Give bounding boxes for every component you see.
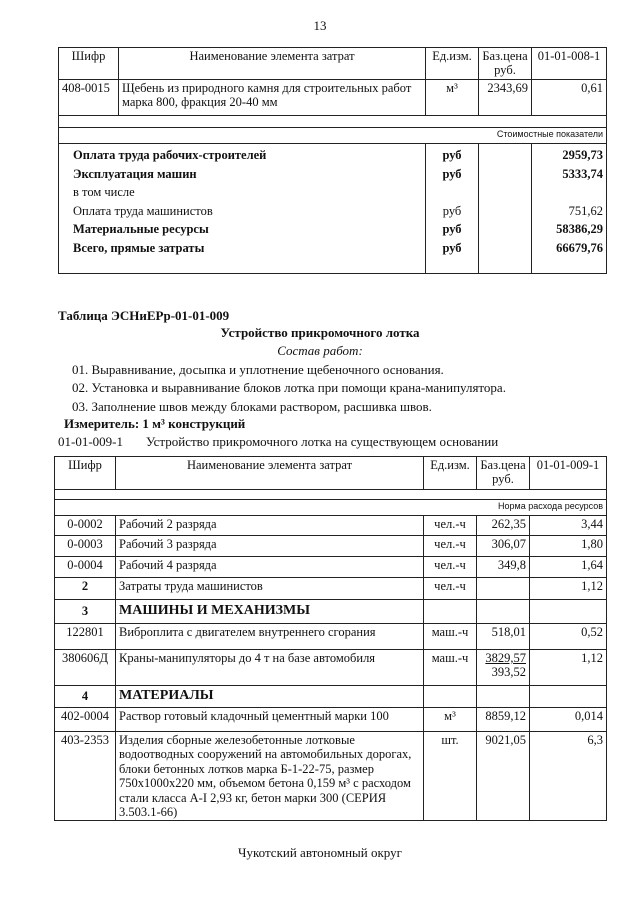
row-name: Виброплита с двигателем внутреннего сгорания xyxy=(116,624,424,650)
row-unit: чел.-ч xyxy=(424,516,477,536)
page-number: 13 xyxy=(313,18,327,33)
summary-label: в том числе xyxy=(73,185,135,199)
row-name: Изделия сборные железобетонные лотковые водоотводных сооружений на автомобильных дорогах, блоки бетонных лотков марка Б-1-22-75, размер 750х1000х220 мм, объемом бетона 0,159 м³ с расходом стали класса А-I 2,93 кг, бетон марки 300 (СЕРИЯ 3.503.1-66) xyxy=(116,732,424,821)
header-code: Шифр xyxy=(59,48,119,80)
group-code: 4 xyxy=(55,686,116,708)
row-code: 0-0002 xyxy=(55,516,116,536)
row-name: Щебень из природного камня для строительных работ марка 800, фракция 20-40 мм xyxy=(119,80,426,116)
section-title: Устройство прикромочного лотка xyxy=(220,325,420,340)
row-unit: шт. xyxy=(424,732,477,821)
work-item: 02. Установка и выравнивание блоков лотка при помощи крана-манипулятора. xyxy=(72,380,506,395)
section-label: Норма расхода ресурсов xyxy=(55,500,607,516)
summary-value xyxy=(532,183,603,202)
row-price: 518,01 xyxy=(477,624,530,650)
row-price: 306,07 xyxy=(477,536,530,557)
header-unit: Ед.изм. xyxy=(426,48,479,80)
row-code: 403-2353 xyxy=(55,732,116,821)
row-price-alt: 393,52 xyxy=(491,665,526,680)
header-rate: 01-01-009-1 xyxy=(530,457,607,490)
row-price: 9021,05 xyxy=(477,732,530,821)
row-value: 0,52 xyxy=(530,624,607,650)
row-unit: чел.-ч xyxy=(424,536,477,557)
row-value: 0,014 xyxy=(530,708,607,732)
table-row xyxy=(55,578,607,600)
row-unit: маш.-ч xyxy=(424,624,477,650)
row-code: 2 xyxy=(55,578,116,600)
section-label: Стоимостные показатели xyxy=(59,128,607,144)
summary-unit: руб xyxy=(442,148,462,162)
row-value: 3,44 xyxy=(530,516,607,536)
group-code: 3 xyxy=(55,600,116,624)
summary-value: 2959,73 xyxy=(562,148,603,162)
work-item: 01. Выравнивание, досыпка и уплотнение щебеночного основания. xyxy=(72,362,444,377)
cost-table-1 xyxy=(58,47,607,274)
summary-label: Оплата труда рабочих-строителей xyxy=(73,148,267,162)
row-value: 1,12 xyxy=(530,650,607,686)
group-name: МАТЕРИАЛЫ xyxy=(116,686,424,708)
table-row xyxy=(55,624,607,650)
row-code: 408-0015 xyxy=(59,80,119,116)
row-name: Рабочий 3 разряда xyxy=(116,536,424,557)
row-name: Рабочий 2 разряда xyxy=(116,516,424,536)
summary-unit xyxy=(426,183,478,202)
row-name: Раствор готовый кладочный цементный марки 100 xyxy=(116,708,424,732)
row-value: 6,3 xyxy=(530,732,607,821)
summary-label: Всего, прямые затраты xyxy=(73,240,205,255)
row-price: 349,8 xyxy=(477,557,530,578)
table-title: Таблица ЭСНиЕРр-01-01-009 xyxy=(58,308,230,323)
group-name: МАШИНЫ И МЕХАНИЗМЫ xyxy=(116,600,424,624)
footer-region: Чукотский автономный округ xyxy=(238,845,402,860)
header-base-price: Баз.цена руб. xyxy=(477,457,530,490)
row-value: 0,61 xyxy=(532,80,607,116)
row-unit: м³ xyxy=(424,708,477,732)
header-rate: 01-01-008-1 xyxy=(532,48,607,80)
group-header xyxy=(55,600,607,624)
table-row xyxy=(55,516,607,536)
summary-labels xyxy=(73,146,425,257)
summary-unit: руб xyxy=(442,166,462,181)
row-price: 3829,57 xyxy=(485,651,526,665)
row-code: 0-0004 xyxy=(55,557,116,578)
header-base-price: Баз.цена руб. xyxy=(479,48,532,80)
row-unit: маш.-ч xyxy=(424,650,477,686)
row-code: 402-0004 xyxy=(55,708,116,732)
item-code: 01-01-009-1 xyxy=(58,434,123,449)
summary-unit: руб xyxy=(442,203,462,218)
row-code: 0-0003 xyxy=(55,536,116,557)
summary-unit: руб xyxy=(442,240,462,255)
measure-unit: Измеритель: 1 м³ конструкций xyxy=(64,416,246,431)
row-price: 2343,69 xyxy=(479,80,532,116)
row-name: Рабочий 4 разряда xyxy=(116,557,424,578)
header-code: Шифр xyxy=(55,457,116,490)
row-price: 8859,12 xyxy=(477,708,530,732)
work-item: 03. Заполнение швов между блоками раствором, расшивка швов. xyxy=(72,399,432,414)
row-code: 380606Д xyxy=(55,650,116,686)
works-subtitle: Состав работ: xyxy=(277,343,363,358)
row-value: 1,80 xyxy=(530,536,607,557)
header-unit: Ед.изм. xyxy=(424,457,477,490)
summary-unit: руб xyxy=(442,222,462,236)
table-row xyxy=(55,650,607,686)
row-code: 122801 xyxy=(55,624,116,650)
header-name: Наименование элемента затрат xyxy=(119,48,426,80)
resource-table xyxy=(54,456,607,821)
row-name: Краны-манипуляторы до 4 т на базе автомобиля xyxy=(116,650,424,686)
table-row xyxy=(59,80,607,116)
table-row xyxy=(55,557,607,578)
table-row xyxy=(55,708,607,732)
header-name: Наименование элемента затрат xyxy=(116,457,424,490)
summary-units xyxy=(426,146,478,257)
item-name: Устройство прикромочного лотка на существующем основании xyxy=(146,434,499,449)
row-name: Затраты труда машинистов xyxy=(116,578,424,600)
summary-value: 5333,74 xyxy=(562,166,603,181)
summary-value: 58386,29 xyxy=(556,222,603,236)
row-unit: чел.-ч xyxy=(424,578,477,600)
summary-label: Эксплуатация машин xyxy=(73,166,197,181)
summary-label: Оплата труда машинистов xyxy=(73,203,213,218)
row-price: 262,35 xyxy=(477,516,530,536)
row-unit: м³ xyxy=(426,80,479,116)
table-row xyxy=(55,536,607,557)
row-value: 1,12 xyxy=(530,578,607,600)
row-value: 1,64 xyxy=(530,557,607,578)
row-unit: чел.-ч xyxy=(424,557,477,578)
group-header xyxy=(55,686,607,708)
summary-label: Материальные ресурсы xyxy=(73,222,209,236)
summary-values xyxy=(532,146,603,257)
summary-value: 66679,76 xyxy=(556,240,603,255)
summary-value: 751,62 xyxy=(568,203,603,218)
table-row xyxy=(55,732,607,821)
